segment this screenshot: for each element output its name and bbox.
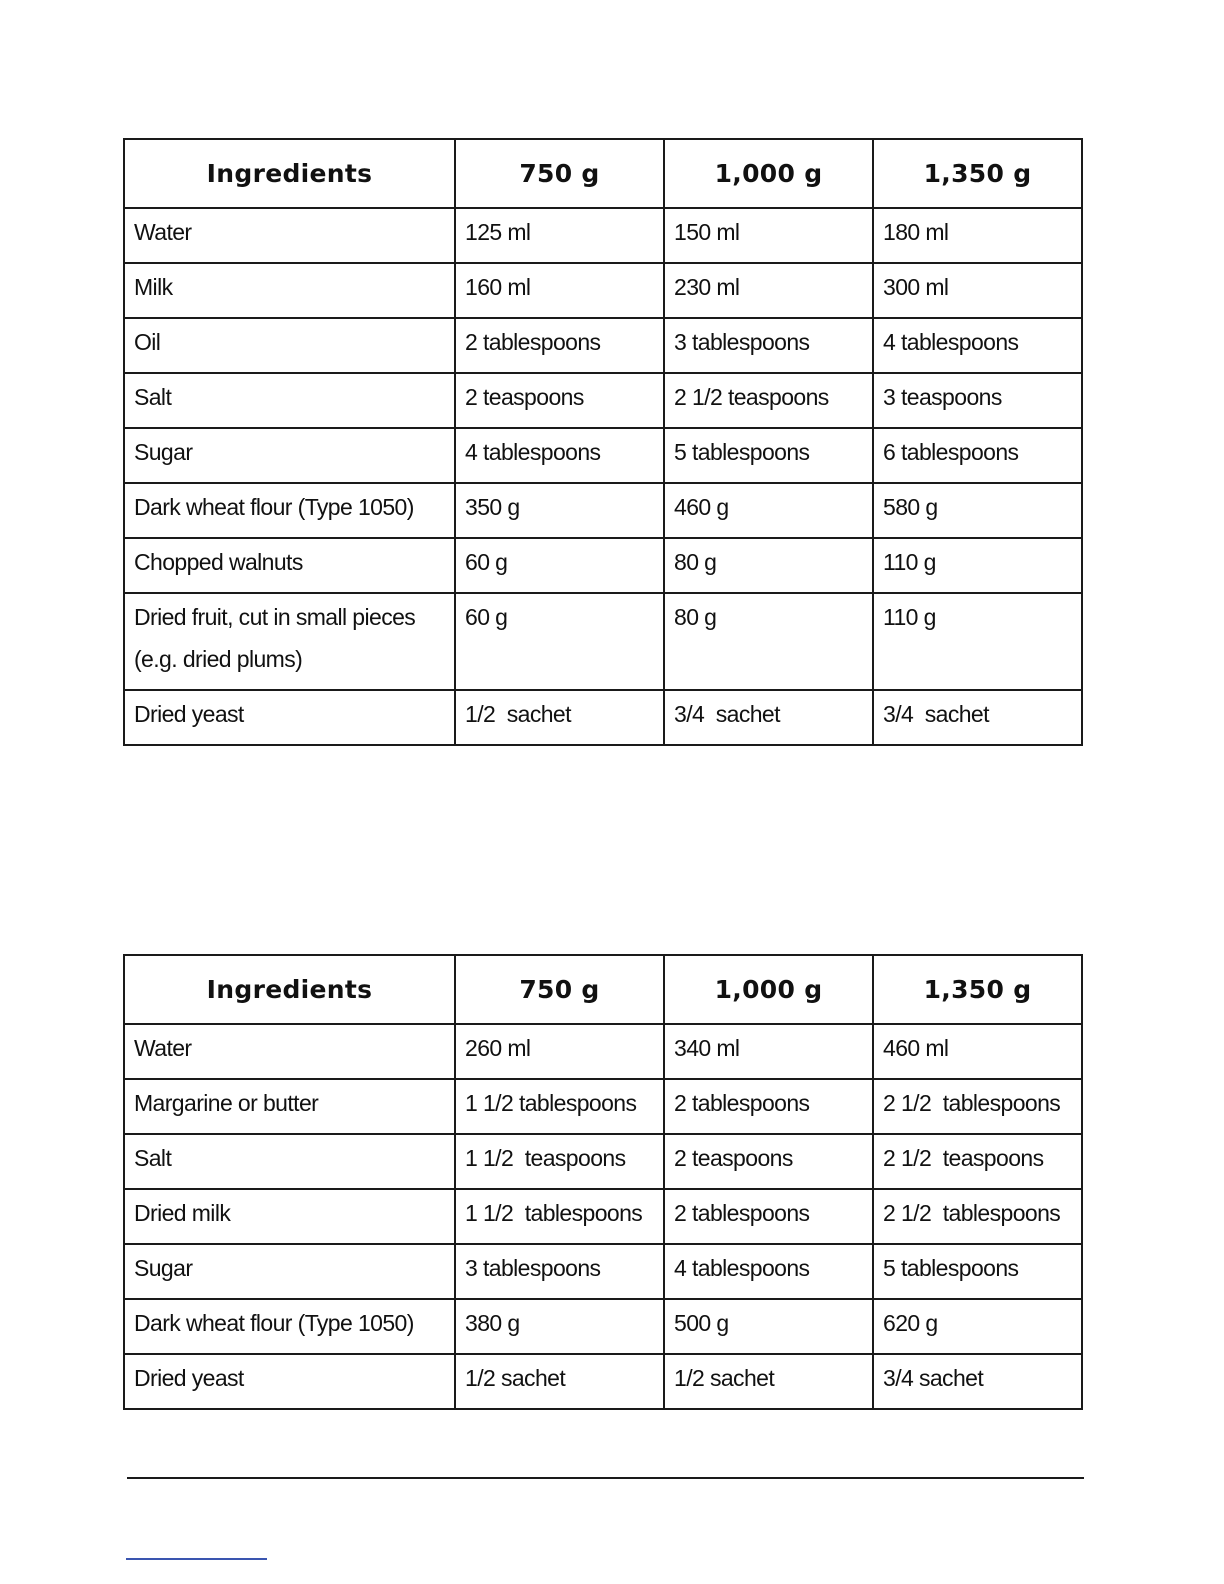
header-1000g: 1,000 g bbox=[664, 955, 873, 1024]
amount-cell: 380 g bbox=[455, 1299, 664, 1354]
amount-cell: 2 tablespoons bbox=[664, 1079, 873, 1134]
amount-cell: 460 g bbox=[664, 483, 873, 538]
amount-cell: 6 tablespoons bbox=[873, 428, 1082, 483]
footer-divider bbox=[127, 1477, 1084, 1479]
footnote-separator bbox=[126, 1558, 267, 1560]
table-row bbox=[124, 263, 1082, 318]
amount-cell: 1 1/2 tablespoons bbox=[455, 1079, 664, 1134]
header-1000g: 1,000 g bbox=[664, 139, 873, 208]
amount-cell: 1/2 sachet bbox=[455, 1354, 664, 1409]
amount-cell: 300 ml bbox=[873, 263, 1082, 318]
amount-cell: 3/4 sachet bbox=[664, 690, 873, 745]
amount-cell: 5 tablespoons bbox=[873, 1244, 1082, 1299]
amount-cell: 4 tablespoons bbox=[664, 1244, 873, 1299]
table-row bbox=[124, 1024, 1082, 1079]
amount-cell: 60 g bbox=[455, 593, 664, 690]
ingredient-cell: Dark wheat flour (Type 1050) bbox=[124, 483, 455, 538]
amount-cell: 160 ml bbox=[455, 263, 664, 318]
amount-cell: 2 teaspoons bbox=[664, 1134, 873, 1189]
amount-cell: 80 g bbox=[664, 593, 873, 690]
amount-cell: 2 1/2 teaspoons bbox=[664, 373, 873, 428]
table-row bbox=[124, 373, 1082, 428]
ingredient-cell: Dark wheat flour (Type 1050) bbox=[124, 1299, 455, 1354]
amount-cell: 1/2 sachet bbox=[664, 1354, 873, 1409]
ingredient-cell: Sugar bbox=[124, 1244, 455, 1299]
amount-cell: 500 g bbox=[664, 1299, 873, 1354]
amount-cell: 60 g bbox=[455, 538, 664, 593]
amount-cell: 350 g bbox=[455, 483, 664, 538]
ingredient-cell: Margarine or butter bbox=[124, 1079, 455, 1134]
amount-cell: 3/4 sachet bbox=[873, 1354, 1082, 1409]
header-1350g: 1,350 g bbox=[873, 139, 1082, 208]
amount-cell: 150 ml bbox=[664, 208, 873, 263]
table-row bbox=[124, 428, 1082, 483]
amount-cell: 5 tablespoons bbox=[664, 428, 873, 483]
amount-cell: 3 tablespoons bbox=[455, 1244, 664, 1299]
amount-cell: 2 1/2 tablespoons bbox=[873, 1189, 1082, 1244]
amount-cell: 580 g bbox=[873, 483, 1082, 538]
header-ingredients: Ingredients bbox=[124, 955, 455, 1024]
amount-cell: 3 teaspoons bbox=[873, 373, 1082, 428]
ingredient-cell: Water bbox=[124, 208, 455, 263]
amount-cell: 230 ml bbox=[664, 263, 873, 318]
ingredient-cell: Salt bbox=[124, 1134, 455, 1189]
amount-cell: 340 ml bbox=[664, 1024, 873, 1079]
header-750g: 750 g bbox=[455, 139, 664, 208]
amount-cell: 3 tablespoons bbox=[664, 318, 873, 373]
amount-cell: 125 ml bbox=[455, 208, 664, 263]
amount-cell: 2 tablespoons bbox=[664, 1189, 873, 1244]
ingredient-cell: Chopped walnuts bbox=[124, 538, 455, 593]
amount-cell: 2 1/2 teaspoons bbox=[873, 1134, 1082, 1189]
amount-cell: 1 1/2 teaspoons bbox=[455, 1134, 664, 1189]
ingredient-cell: Milk bbox=[124, 263, 455, 318]
header-750g: 750 g bbox=[455, 955, 664, 1024]
ingredient-cell: Dried fruit, cut in small pieces (e.g. dried plums) bbox=[124, 593, 455, 690]
amount-cell: 1 1/2 tablespoons bbox=[455, 1189, 664, 1244]
amount-cell: 80 g bbox=[664, 538, 873, 593]
header-1350g: 1,350 g bbox=[873, 955, 1082, 1024]
table-header-row bbox=[124, 139, 1082, 208]
amount-cell: 4 tablespoons bbox=[873, 318, 1082, 373]
table-header-row bbox=[124, 955, 1082, 1024]
table-row bbox=[124, 1134, 1082, 1189]
amount-cell: 110 g bbox=[873, 593, 1082, 690]
amount-cell: 3/4 sachet bbox=[873, 690, 1082, 745]
ingredient-cell: Dried yeast bbox=[124, 1354, 455, 1409]
ingredient-cell: Oil bbox=[124, 318, 455, 373]
amount-cell: 2 tablespoons bbox=[455, 318, 664, 373]
ingredient-cell: Salt bbox=[124, 373, 455, 428]
recipe-table-1 bbox=[123, 138, 1083, 746]
table-row bbox=[124, 1354, 1082, 1409]
amount-cell: 110 g bbox=[873, 538, 1082, 593]
table-row bbox=[124, 1244, 1082, 1299]
amount-cell: 4 tablespoons bbox=[455, 428, 664, 483]
table-row bbox=[124, 208, 1082, 263]
recipe-table-2 bbox=[123, 954, 1083, 1410]
amount-cell: 260 ml bbox=[455, 1024, 664, 1079]
ingredient-cell: Dried yeast bbox=[124, 690, 455, 745]
ingredient-cell: Dried milk bbox=[124, 1189, 455, 1244]
amount-cell: 460 ml bbox=[873, 1024, 1082, 1079]
table-row bbox=[124, 538, 1082, 593]
table-row bbox=[124, 318, 1082, 373]
amount-cell: 1/2 sachet bbox=[455, 690, 664, 745]
amount-cell: 2 teaspoons bbox=[455, 373, 664, 428]
table-row bbox=[124, 1299, 1082, 1354]
amount-cell: 2 1/2 tablespoons bbox=[873, 1079, 1082, 1134]
table-row bbox=[124, 1079, 1082, 1134]
amount-cell: 620 g bbox=[873, 1299, 1082, 1354]
amount-cell: 180 ml bbox=[873, 208, 1082, 263]
ingredient-cell: Sugar bbox=[124, 428, 455, 483]
table-row bbox=[124, 1189, 1082, 1244]
table-row bbox=[124, 690, 1082, 745]
table-row bbox=[124, 483, 1082, 538]
ingredient-cell: Water bbox=[124, 1024, 455, 1079]
table-row bbox=[124, 593, 1082, 690]
header-ingredients: Ingredients bbox=[124, 139, 455, 208]
